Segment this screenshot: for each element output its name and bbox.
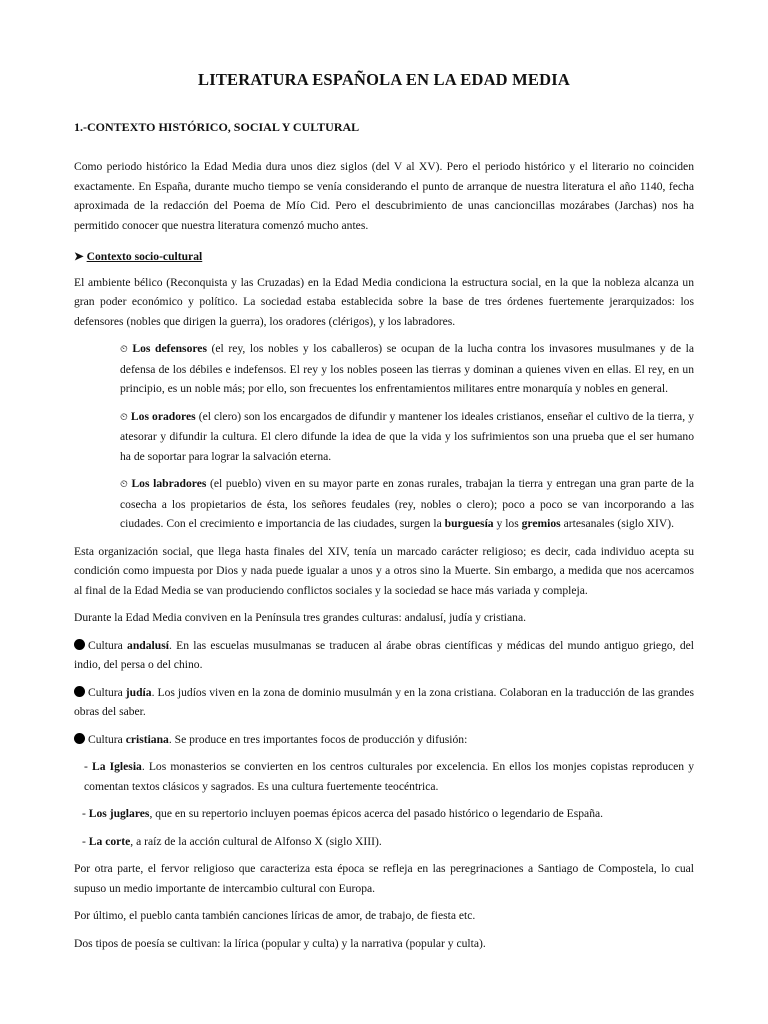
clock-icon: ⏲ bbox=[120, 344, 128, 355]
term-corte: La corte bbox=[88, 834, 131, 848]
judia-text: . Los judíos viven en la zona de dominio musulmán y en la zona cristiana. Colaboran en la traducción de las grandes obras del saber. bbox=[74, 685, 694, 718]
dash-marker: - bbox=[82, 834, 89, 848]
arrow-icon: ➤ bbox=[74, 250, 84, 263]
term-gremios: gremios bbox=[521, 517, 561, 530]
culture-prefix: Cultura bbox=[88, 685, 126, 699]
page-title: LITERATURA ESPAÑOLA EN LA EDAD MEDIA bbox=[198, 70, 570, 89]
bullet-labradores bbox=[74, 474, 694, 534]
subheading-label: Contexto socio-cultural bbox=[86, 250, 203, 263]
bullet-dot-icon bbox=[74, 733, 85, 744]
culture-judia bbox=[74, 683, 694, 722]
term-iglesia: La Iglesia bbox=[91, 760, 142, 773]
term-juglares: Los juglares bbox=[88, 807, 150, 820]
closing-paragraph-1: Por otra parte, el fervor religioso que caracteriza esta época se refleja en las peregrinaciones a Santiago de Compostela, lo cual supuso un medio importante de intercambio cultural con Europa. bbox=[74, 862, 694, 895]
foco-juglares bbox=[74, 804, 694, 824]
bullet-dot-icon bbox=[74, 639, 85, 650]
foco-corte bbox=[74, 832, 694, 852]
labradores-text-2: y los bbox=[493, 517, 522, 530]
dash-marker: - bbox=[82, 807, 89, 820]
term-defensores: Los defensores bbox=[132, 342, 207, 355]
labradores-text-3: artesanales (siglo XIV). bbox=[560, 517, 675, 530]
corte-text: , a raíz de la acción cultural de Alfonso X (siglo XIII). bbox=[130, 834, 382, 848]
labradores-text-1: (el pueblo) viven en su mayor parte en zonas rurales, trabajan la tierra y entregan una gran parte de la cosecha a los propietarios de ésta, los señores feudales (rey, nobles o clero); poco a poco se van incorporando a las ciudades. Con el crecimiento e importancia de las ciudades, surgen la bbox=[120, 477, 694, 530]
clock-icon: ⏲ bbox=[120, 411, 128, 423]
socio-paragraph-3: Durante la Edad Media conviven en la Península tres grandes culturas: andalusí, judía y cristiana. bbox=[74, 611, 527, 624]
juglares-text: , que en su repertorio incluyen poemas épicos acerca del pasado histórico o legendario de España. bbox=[149, 807, 604, 820]
culture-prefix: Cultura bbox=[88, 732, 126, 746]
clock-icon: ⏲ bbox=[120, 479, 128, 490]
dash-marker: - bbox=[84, 760, 92, 773]
bullet-oradores bbox=[74, 407, 694, 467]
term-judia: judía bbox=[125, 685, 152, 699]
socio-paragraph-1: El ambiente bélico (Reconquista y las Cruzadas) en la Edad Media condiciona la estructura social, en la que la nobleza alcanza un gran poder económico y político. La sociedad estaba establecida sobre la base de tres órdenes fuertemente jerarquizados: los defensores (nobles que dirigen la guerra), los oradores (clérigos), y los labradores. bbox=[74, 275, 694, 328]
foco-iglesia bbox=[74, 757, 694, 796]
culture-andalusi bbox=[74, 636, 694, 675]
socio-paragraph-2: Esta organización social, que llega hasta finales del XIV, tenía un marcado carácter religioso; es decir, cada individuo acepta su condición como impuesta por Dios y nada puede igualar a unos y a otros sino la Muerte. Sin embargo, a medida que nos acercamos al final de la Edad Media se van produciendo conflictos sociales y la sociedad se hace más variada y compleja. bbox=[74, 544, 694, 597]
term-oradores: Los oradores bbox=[130, 409, 196, 423]
cristiana-text: . Se produce en tres importantes focos de producción y difusión: bbox=[168, 732, 468, 746]
term-andalusi: andalusí bbox=[127, 638, 169, 652]
culture-prefix: Cultura bbox=[88, 638, 128, 652]
subheading-socio-cultural bbox=[74, 247, 694, 267]
andalusi-text: . En las escuelas musulmanas se traducen al árabe obras científicas y médicas del mundo antiguo griego, del indio, del persa o del chino. bbox=[74, 638, 694, 671]
iglesia-text: . Los monasterios se convierten en los centros culturales por excelencia. En ellos los monjes copistas reproducen y comentan textos clásicos y sagrados. Es una cultura fuertemente teocéntrica. bbox=[84, 760, 695, 793]
term-labradores: Los labradores bbox=[131, 477, 207, 490]
closing-paragraph-3: Dos tipos de poesía se cultivan: la lírica (popular y culta) y la narrativa (popular y culta). bbox=[74, 936, 486, 950]
oradores-text: (el clero) son los encargados de difundir y mantener los ideales cristianos, enseñar el cultivo de la tierra, y atesorar y difundir la cultura. El clero difunde la idea de que la vida y los sufrimientos son una prueba que el ser humano ha de soportar para lograr la salvación eterna. bbox=[120, 409, 694, 463]
section-heading: 1.-CONTEXTO HISTÓRICO, SOCIAL Y CULTURAL bbox=[74, 120, 360, 134]
closing-paragraph-2: Por último, el pueblo canta también canciones líricas de amor, de trabajo, de fiesta etc. bbox=[74, 909, 476, 922]
term-burguesia: burguesía bbox=[444, 517, 494, 530]
culture-cristiana bbox=[74, 730, 694, 750]
bullet-defensores bbox=[74, 339, 694, 399]
intro-paragraph: Como periodo histórico la Edad Media dura unos diez siglos (del V al XV). Pero el periodo histórico y el literario no coinciden exactamente. En España, durante mucho tiempo se venía considerando el punto de arranque de nuestra literatura el año 1140, fecha aproximada de la redacción del Poema de Mío Cid. Pero el descubrimiento de unas cancioncillas mozárabes (Jarchas) nos ha permitido conocer que nuestra literatura comenzó mucho antes. bbox=[74, 160, 694, 232]
defensores-text: (el rey, los nobles y los caballeros) se ocupan de la lucha contra los invasores musulmanes y de la defensa de los débiles e indefensos. El rey y los nobles poseen las tierras y dominan a quienes viven en ellas. El rey, en un principio, es un noble más; por ello, son frecuentes los enfrentamientos militares entre monarquía y nobles en general. bbox=[120, 342, 694, 395]
term-cristiana: cristiana bbox=[125, 732, 169, 746]
bullet-dot-icon bbox=[74, 686, 85, 697]
